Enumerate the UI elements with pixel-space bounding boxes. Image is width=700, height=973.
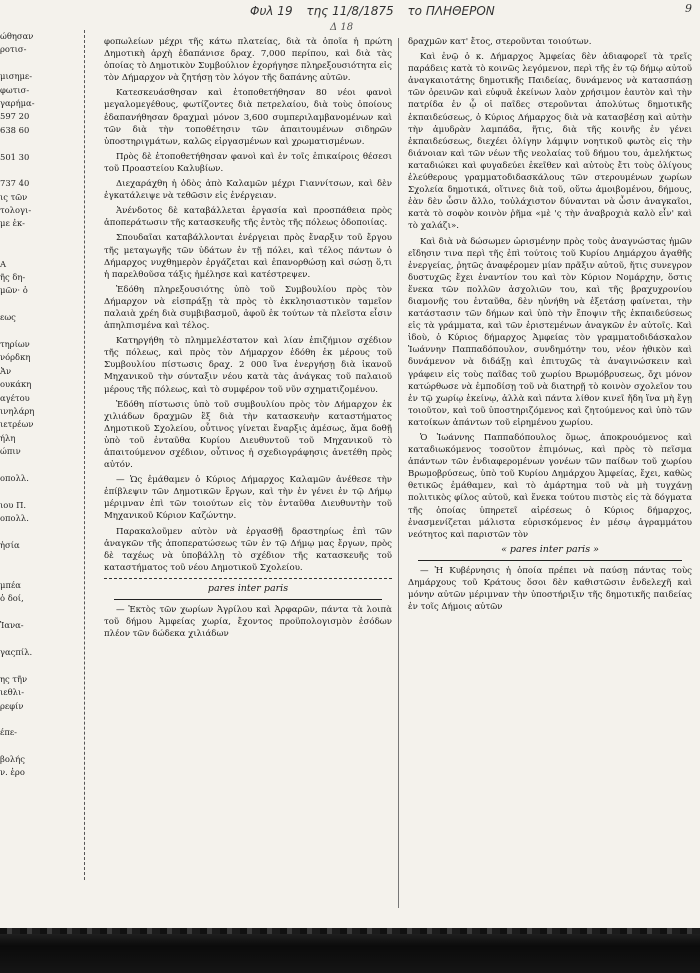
mid-paragraph: Σπουδαῖαι καταβάλλονται ἐνέργειαι πρὸς ἔναρξιν τοῦ ἔργου τῆς μεταγωγῆς τῶν ὑδάτων ἐν τῇ πόλει, καὶ τέλος πάντων ὁ Δήμαρχος νυχθημερὸν ἐργάζεται καὶ ἐπανορθώσῃ καὶ σώσῃ ὅ,τι ἡ παρελθοῦσα τάξις ἠμέλησε καὶ κατέστρεψεν.: [104, 233, 392, 280]
margin-fragment: οπολλ.: [0, 472, 29, 483]
handwritten-header: [250, 4, 630, 18]
margin-fragment: [0, 244, 78, 257]
margin-fragment: Ἰανα-: [0, 620, 24, 631]
margin-fragment: [0, 231, 78, 244]
margin-fragment: νόρδκη: [0, 352, 31, 363]
margin-fragment: τηρίων: [0, 338, 30, 349]
margin-fragment: Α: [0, 258, 7, 269]
margin-fragment: ν. ἑρο: [0, 767, 25, 778]
right-paragraph: δραχμῶν κατ' ἔτος, στεροῦνται τοιούτων.: [408, 37, 592, 47]
margin-fragment: [0, 164, 78, 177]
mid-paragraph: Παρακαλοῦμεν αὐτὸν νὰ ἐργασθῇ δραστηρίως ἐπὶ τῶν ἀναγκῶν τῆς ἀποπερατώσεως τῶν ἐν τῷ Δήμῳ μας ἔργων, πρὸς δὲ ταχέως νὰ ὑποβάλλῃ τὸ σχέδιον τῆς κατασκευῆς τοῦ καταστήματος τοῦ νέου Δημοτικοῦ Σχολείου.: [104, 526, 392, 573]
margin-fragment: ης τῆν: [0, 673, 28, 684]
mid-paragraph: — Ὡς ἐμάθαμεν ὁ Κύριος Δήμαρχος Καλαμῶν ἀνέθεσε τὴν ἐπίβλεψιν τῶν Δημοτικῶν ἔργων, καὶ τὴν ἐν γένει ἐν τῷ Δήμῳ μέριμναν ἐπὶ τῶν τοιούτων εἰς τὸν ἐνταῦθα Διευθυντὴν τοῦ Μηχανικοῦ Κύριον Καζώντην.: [104, 475, 392, 522]
margin-fragment: [0, 137, 78, 150]
mid-paragraph: Διεχαράχθη ἡ ὁδὸς ἀπὸ Καλαμῶν μέχρι Γιαννίτσων, καὶ δὲν ἐγκατάλειψε νὰ τεθῶσιν εἰς ἐνέργειαν.: [104, 179, 392, 202]
margin-fragment: ἡσία: [0, 539, 20, 550]
corner-page-number: 9: [685, 2, 692, 15]
margin-fragment: Ἀν: [0, 365, 12, 376]
margin-fragment: ουκάκη: [0, 379, 32, 390]
margin-fragment: ινηλάρη: [0, 405, 35, 416]
mid-paragraph: Ἐδόθη πίστωσις ὑπὸ τοῦ συμβουλίου πρὸς τὸν Δήμαρχον ἐκ χιλιάδων δραχμῶν ἓξ διὰ τὴν κατασκευὴν καταστήματος Δημοτικοῦ Σχολείου, οὗτινος γίνεται ἔναρξις ἀμέσως, ἅμα δοθῇ ὑπὸ τοῦ ἐνταῦθα Κυρίου Διευθυντοῦ τοῦ Μηχανικοῦ τὸ ἀπαιτούμενον σχέδιον, οὗτινος ἡ σχεδιογράφησις ἀνετέθη πρὸς αὐτόν.: [104, 399, 392, 471]
margin-fragment: [0, 566, 78, 579]
right-column: [408, 36, 692, 916]
margin-fragment: 638 60: [0, 124, 30, 135]
margin-fragment: γαςπίλ.: [0, 646, 33, 657]
margin-fragment: φωτισ-: [0, 84, 30, 95]
margin-fragment: 501 30: [0, 151, 30, 162]
margin-fragment: [0, 552, 78, 565]
margin-fragment: ιου Π.: [0, 499, 27, 510]
margin-fragment: [0, 713, 78, 726]
section-divider: [104, 578, 392, 579]
right-closing-paragraph: — Ἡ Κυβέρνησις ἡ ὁποία πρέπει νὰ παύσῃ πάντας τοὺς Δημάρχους τοῦ Κράτους ὅσοι δὲν καθιστῶσιν ἐνδελεχῆ καὶ μόνην αὐτῶν μέριμναν τὴν ὑποστήριξιν τῆς δημοτικῆς παιδείας ἐν τοῖς Δήμοις αὐτῶν: [408, 565, 692, 613]
mid-paragraph: Ἀνένδοτος δὲ καταβάλλεται ἐργασία καὶ προσπάθεια πρὸς ἀποπεράτωσιν τῆς κατασκευῆς τῆς ἐντὸς τῆς πόλεως ὁδοποιίας.: [104, 206, 392, 229]
title-rule: [114, 599, 382, 600]
mid-paragraph: Ἐδόθη πληρεξουσιότης ὑπὸ τοῦ Συμβουλίου πρὸς τὸν Δήμαρχον νὰ εἰσπράξῃ τὰ πρὸς τὸ ἐκκλησιαστικὸν ταμεῖον παλαιὰ χρέη διὰ συμβιβασμοῦ, ἀφοῦ ἐκ τούτων τὰ πλεῖστα εἶσιν ἀπηλπισμένα καὶ τέλος.: [104, 284, 392, 332]
margin-fragment: 737 40: [0, 178, 30, 189]
right-paragraph: Καὶ ἐνῷ ὁ κ. Δήμαρχος Ἀμφείας δὲν ἀδιαφορεῖ τὰ τρεῖς παράδεις κατὰ τὸ κοινῶς λεγόμενον, περὶ τῆς ἐν τῷ δήμῳ αὐτοῦ ἀναγκαιοτάτης δημοτικῆς Παιδείας, δυνάμενος νὰ κατασπάσῃ τῶν ὀρεινῶν καὶ εὐφυᾶ ἐκείνων λαὸν χρήσιμον ἑαυτὸν καὶ τὴν πατρίδα ἐν ᾧ οἱ παῖδες στεροῦνται ἀπολύτως δημοτικῆς ἐκπαιδεύσεως, ὁ Κύριος Δήμαρχος διὰ νὰ κατασβέσῃ καὶ αὐτὴν τὴν ἀμυδρὰν λαμπάδα, ἥτις, διὰ τῆς κοινῆς ἐν γένει ἐκπαιδεύσεως, διεχέει ὀλίγην λάμψιν νοητικοῦ φωτὸς εἰς τὴν διάνοιαν καὶ τῶν νέων τῆς νεολαίας τοῦ δήμου του, ἀμελήκτως καταδιώκει καὶ φυγαδεύει ἐκεῖθεν καὶ αὐτοὺς ἔτι τοὺς ὀλίγους ἐλεύθερους γραμματοδιδασκάλους τῶν στερουμένων χωρίων Σχολεία δημοτικά, οἵτινες διὰ τοῦ, οὕτω ἀμοιβομένου, δήμους, ἐὰν δὲν ὦσιν ἄλλο, τοὐλάχιστον δύνανται νὰ ὦσιν ἀναγκαῖοι, κατὰ τὸ σοφὸν κοινὸν ῥῆμα «μὲ 'ς τὴν ἀναβροχιὰ καλὸ εἶν' καὶ τὸ χαλάζι».: [408, 52, 692, 232]
margin-fragment: ιετρέων: [0, 419, 34, 430]
margin-fragment: ώπιν: [0, 446, 21, 457]
mid-closing-paragraph: — Ἐκτὸς τῶν χωρίων Ἀγρίλου καὶ Ἀρφαρῶν, πάντα τὰ λοιπὰ τοῦ δήμου Ἀμφείας χωρία, ἔχοντος προϋπολογισμὸν ἐσόδων πλέον τῶν δώδεκα χιλιάδων: [104, 605, 392, 640]
column-divider-center: [398, 38, 399, 908]
margin-fragment: [0, 57, 78, 70]
margin-fragment: ώθησαν: [0, 31, 34, 41]
margin-fragment: ροτισ-: [0, 44, 27, 55]
margin-fragment: εως: [0, 312, 16, 323]
margin-fragment: [0, 740, 78, 753]
margin-fragment: ῆς δη-: [0, 272, 26, 283]
margin-fragment: ιεθλι-: [0, 687, 25, 698]
margin-fragment: 597 20: [0, 111, 30, 122]
margin-fragment: οπολλ.: [0, 513, 29, 524]
margin-fragment: τολογι-: [0, 205, 32, 216]
header-note-part: το ΠΛΗΘΕΡΟΝ: [407, 4, 495, 18]
mid-paragraph: Κατεσκευάσθησαν καὶ ἐτοποθετήθησαν 80 νέοι φανοὶ μεγαλομεγέθους, φωτίζοντες διὰ πετρελαίου, διὰ τοὺς ὁποίους ἐδαπανήθησαν δραχμαὶ μόνον 3,600 συμπεριλαμβανομένων καὶ τῶν διὰ τὴν τοποθέτησιν τῶν ἀπαιτουμένων σιδηρῶν ὑποστηριγμάτων, καλῶς εἰργασμένων καὶ χρωματισμένων.: [104, 88, 392, 147]
margin-fragment: ήλη: [0, 432, 16, 443]
margin-fragment: μῶν· ὁ: [0, 285, 28, 296]
margin-fragment: [0, 633, 78, 646]
margin-fragment: βολής: [0, 754, 25, 765]
header-note-part: Φυλ 19: [250, 4, 293, 18]
margin-fragment: γαρήμα-: [0, 97, 35, 108]
margin-fragment: [0, 325, 78, 338]
section-title: pares inter paris: [207, 582, 289, 594]
pencil-mark: Δ 18: [330, 22, 354, 33]
margin-fragment: [0, 298, 78, 311]
margin-fragment: [0, 659, 78, 672]
margin-fragment: μπέα: [0, 580, 21, 591]
scan-edge-band: [0, 928, 700, 973]
margin-fragment: μισημε-: [0, 71, 33, 82]
margin-fragment: έπε-: [0, 727, 18, 738]
right-paragraph: Καὶ διὰ νὰ δώσωμεν ὡρισμένην πρὸς τοὺς ἀναγνώστας ἡμῶν εἴδησιν τινα περὶ τῆς ἐπὶ τούτοις τοῦ Κυρίου Δημάρχου ἀγαθῆς ἐνεργείας, ῥητῶς ἀναφέρομεν μίαν πρᾶξιν αὐτοῦ, ἥτις συνεγρον δυστυχῶς ἔχει ἐναντίον του καὶ τὸν Κύριον Νομάρχην, ὅστις ἕνεκα τῶν πολλῶν ἀσχολιῶν του, καὶ τῆς βραχυχρονίου διαμονῆς του ἐνταῦθα, δὲν ηὐνήθη νὰ ἐξετάσῃ φαίνεται, τὴν κατάστασιν τῶν δήμων καὶ ὑπὸ τὴν ἔποψιν τῆς ἐκπαιδεύσεως εἰς τὰ γράμματα, καὶ τῶν ἐριστεμένων ἀναγκῶν ἐν αὐτοῖς. Καὶ ἰδοὺ, ὁ Κύριος δήμαρχος Ἀμφείας τὸν γραμματοδιδάσκαλον Ἰωάννην Παππαδόπουλον, συνδημότην του, νέον ἠθικὸν καὶ δυνάμενον νὰ διδάξῃ καὶ ἐπιτυχῶς τὰ ἀναγινώσκειν καὶ γράφειν εἰς τοὺς παῖδας τοῦ χωρίου Βρωμόβρυσεως, ὄχι μόνον κατώρθωσε νὰ ἐμποδίσῃ τοῦ νὰ διατηρῇ τὸ κοινὸν σχολεῖον του ἐν τῷ χωρίῳ ἐκείνῳ, ἀλλὰ καὶ πάντα λίθον κινεῖ ἤδη ἵνα μὴ ἔγῃ τοιοῦτον, καὶ τοῦ ὑποστηριζόμενος καὶ ζητούμενος καὶ ὑπὸ τῶν κατοίκων ἁπάντων τοῦ εἰρημένου χωρίου.: [408, 236, 692, 428]
margin-fragment: με ἐκ-: [0, 218, 26, 229]
margin-fragment: αγέτου: [0, 392, 30, 403]
margin-fragment: ρεφίν: [0, 700, 24, 711]
margin-fragment: [0, 606, 78, 619]
section-title: « pares inter paris »: [501, 543, 599, 555]
mid-paragraph: Κατηργήθη τὸ πλημμελέστατον καὶ λίαν ἐπιζήμιον σχέδιον τῆς πόλεως, καὶ πρὸς τὸν Δήμαρχον ἐδόθη ἐκ μέρους τοῦ Συμβουλίου πίστωσις δραχ. 2 000 ἵνα ἐνεργήσῃ διὰ ἱκανοῦ Μηχανικοῦ τὴν σύνταξιν νέου κατὰ τὰς ἀνάγκας τοῦ παλαιοῦ μέρους τῆς πόλεως, καὶ τὸ συμφέρον τοῦ νῦν σχηματιζομένου.: [104, 336, 392, 395]
middle-column: [104, 36, 392, 916]
margin-fragment: ὁ δοί,: [0, 593, 24, 604]
mid-paragraph: Πρὸς δὲ ἐτοποθετήθησαν φανοὶ καὶ ἐν τοῖς ἐπικαίροις θέσεσι τοῦ Προαστείου Καλυβίων.: [104, 151, 392, 174]
header-note-part: της 11/8/1875: [306, 4, 394, 18]
title-rule: [418, 560, 682, 561]
margin-fragment: [0, 485, 78, 498]
margin-fragment: [0, 525, 78, 538]
right-paragraph: Ὁ Ἰωάννης Παππαδόπουλος ὅμως, ἀποκρουόμενος καὶ καταδιωκόμενος τοσοῦτον ἐπιμόνως, καὶ πρὸς τὸ πεῖσμα ἁπάντων τῶν ἐνδιαφερομένων γονέων τῶν παίδων τοῦ χωρίου Βρωμοβρύσεως, ὑπὸ τοῦ Κυρίου Δημάρχου Ἀμφείας, ἔχει, καθὼς θετικῶς ἐμάθαμεν, καὶ τὸ ἁμάρτημα τοῦ νὰ μὴ τυγχάνῃ πολιτικὸς φίλος αὐτοῦ, καὶ ἕνεκα τούτου πιστὸς εἰς τὰ δόγματα τῆς ὁποίας ὑπηρετεῖ αἱρέσεως ὁ Κύριος δήμαρχος, ἐνασμενίζεται μάλιστα εὑρισκόμενος ἐν μέσῳ ἀγραμμάτου νεότητος καὶ παριστῶν τὸν: [408, 433, 692, 540]
margin-fragment: [0, 459, 78, 472]
column-divider-left: [84, 30, 85, 880]
margin-fragment: ις τῶν: [0, 191, 28, 202]
mid-paragraph: φοπωλείων μέχρι τῆς κάτω πλατείας, διὰ τὰ ὁποῖα ἡ πρώτη Δημοτικὴ ἀρχὴ ἐδαπάνισε δραχ. 7,000 περίπου, καὶ διὰ τὰς ὁποίας τὸ Δημοτικὸν Συμβούλιον ἐχορήγησε πληρεξουσιότητα εἰς τὸν Δήμαρχον νὰ ζητήσῃ τὸν λόγον τῆς δαπάνης αὐτῶν.: [104, 37, 392, 84]
left-column-fragments: [0, 30, 78, 910]
